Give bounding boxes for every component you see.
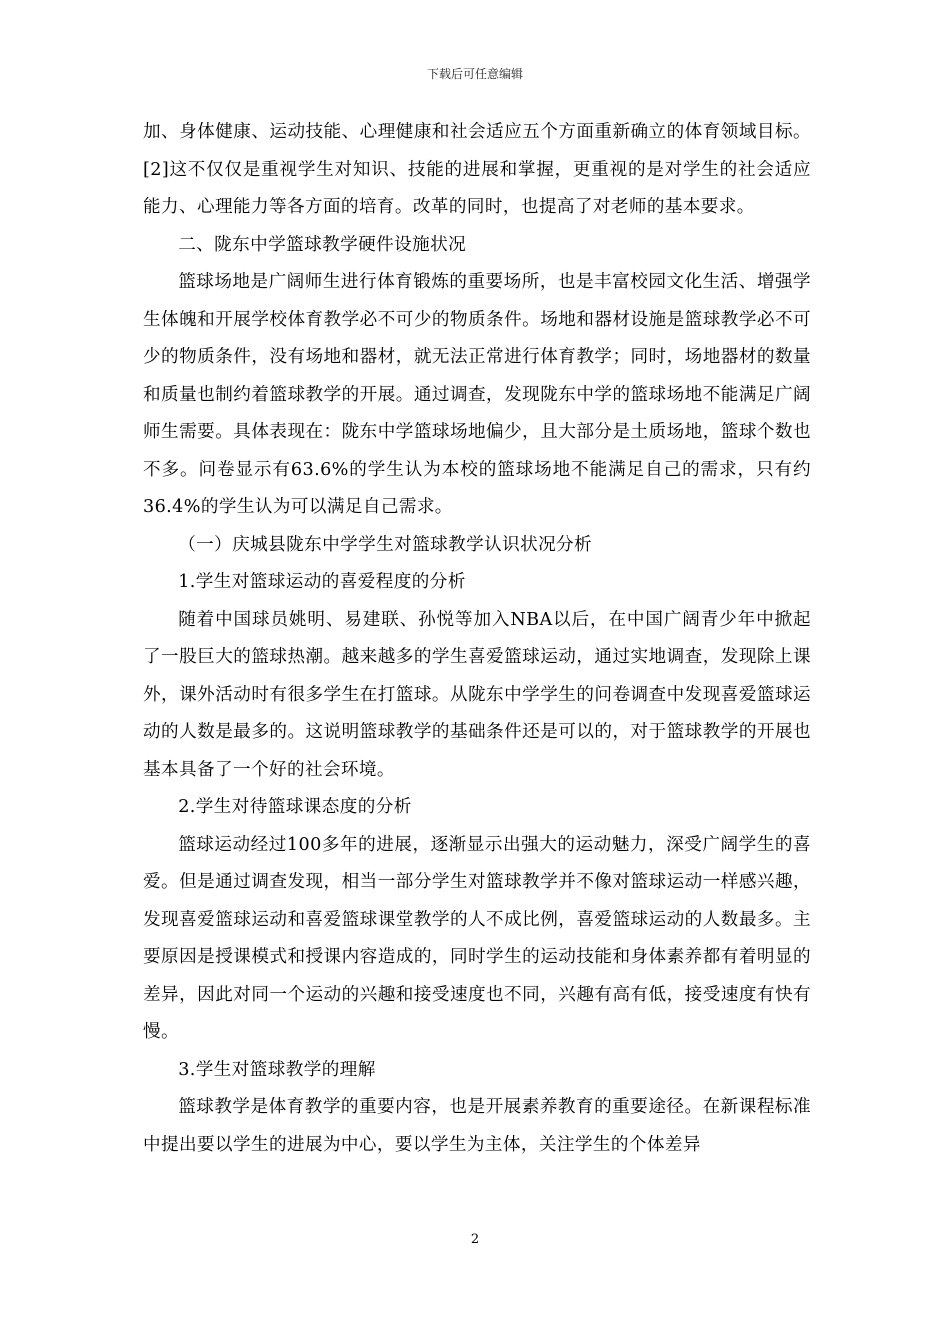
- paragraph-teaching-understanding: 篮球教学是体育教学的重要内容，也是开展素养教育的重要途径。在新课程标准中提出要以学生的进展为中心，要以学生为主体，关注学生的个体差异: [143, 1097, 811, 1155]
- page-number: 2: [470, 1232, 480, 1247]
- document-body: [143, 114, 811, 1164]
- item-heading-2: 2.学生对待篮球课态度的分析: [178, 797, 412, 817]
- paragraph-continuation: 加、身体健康、运动技能、心理健康和社会适应五个方面重新确立的体育领域目标。[2]这不仅仅是重视学生对知识、技能的进展和掌握，更重视的是对学生的社会适应能力、心理能力等各方面的培育。改革的同时，也提高了对老师的基本要求。: [143, 122, 811, 217]
- paragraph-court-facilities: 篮球场地是广阔师生进行体育锻炼的重要场所，也是丰富校园文化生活、增强学生体魄和开展学校体育教学必不可少的物质条件。场地和器材设施是篮球教学必不可少的物质条件，没有场地和器材，就无法正常进行体育教学；同时，场地器材的数量和质量也制约着篮球教学的开展。通过调查，发现陇东中学的篮球场地不能满足广阔师生需要。具体表现在：陇东中学篮球场地偏少，且大部分是土质场地，篮球个数也不多。问卷显示有63.6%的学生认为本校的篮球场地不能满足自己的需求，只有约36.4%的学生认为可以满足自己需求。: [143, 272, 811, 517]
- item-heading-3: 3.学生对篮球教学的理解: [178, 1059, 376, 1080]
- page-header: 下载后可任意编辑: [426, 67, 523, 81]
- subsection-heading-student-awareness: （一）庆城县陇东中学学生对篮球教学认识状况分析: [178, 534, 593, 555]
- section-heading-hardware: 二、陇东中学篮球教学硬件设施状况: [178, 234, 467, 255]
- item-heading-1: 1.学生对篮球运动的喜爱程度的分析: [178, 572, 466, 592]
- paragraph-class-attitude: 篮球运动经过100多年的进展，逐渐显示出强大的运动魅力，深受广阔学生的喜爱。但是通过调查发现，相当一部分学生对篮球教学并不像对篮球运动一样感兴趣，发现喜爱篮球运动和喜爱篮球课堂教学的人不成比例，喜爱篮球运动的人数最多。主要原因是授课模式和授课内容造成的，同时学生的运动技能和身体素养都有着明显的差异，因此对同一个运动的兴趣和接受速度也不同，兴趣有高有低，接受速度有快有慢。: [143, 834, 811, 1042]
- paragraph-basketball-popularity: 随着中国球员姚明、易建联、孙悦等加入NBA以后，在中国广阔青少年中掀起了一股巨大的篮球热潮。越来越多的学生喜爱篮球运动，通过实地调查，发现除上课外，课外活动时有很多学生在打篮球。从陇东中学学生的问卷调查中发现喜爱篮球运动的人数是最多的。这说明篮球教学的基础条件还是可以的，对于篮球教学的开展也基本具备了一个好的社会环境。: [143, 609, 811, 780]
